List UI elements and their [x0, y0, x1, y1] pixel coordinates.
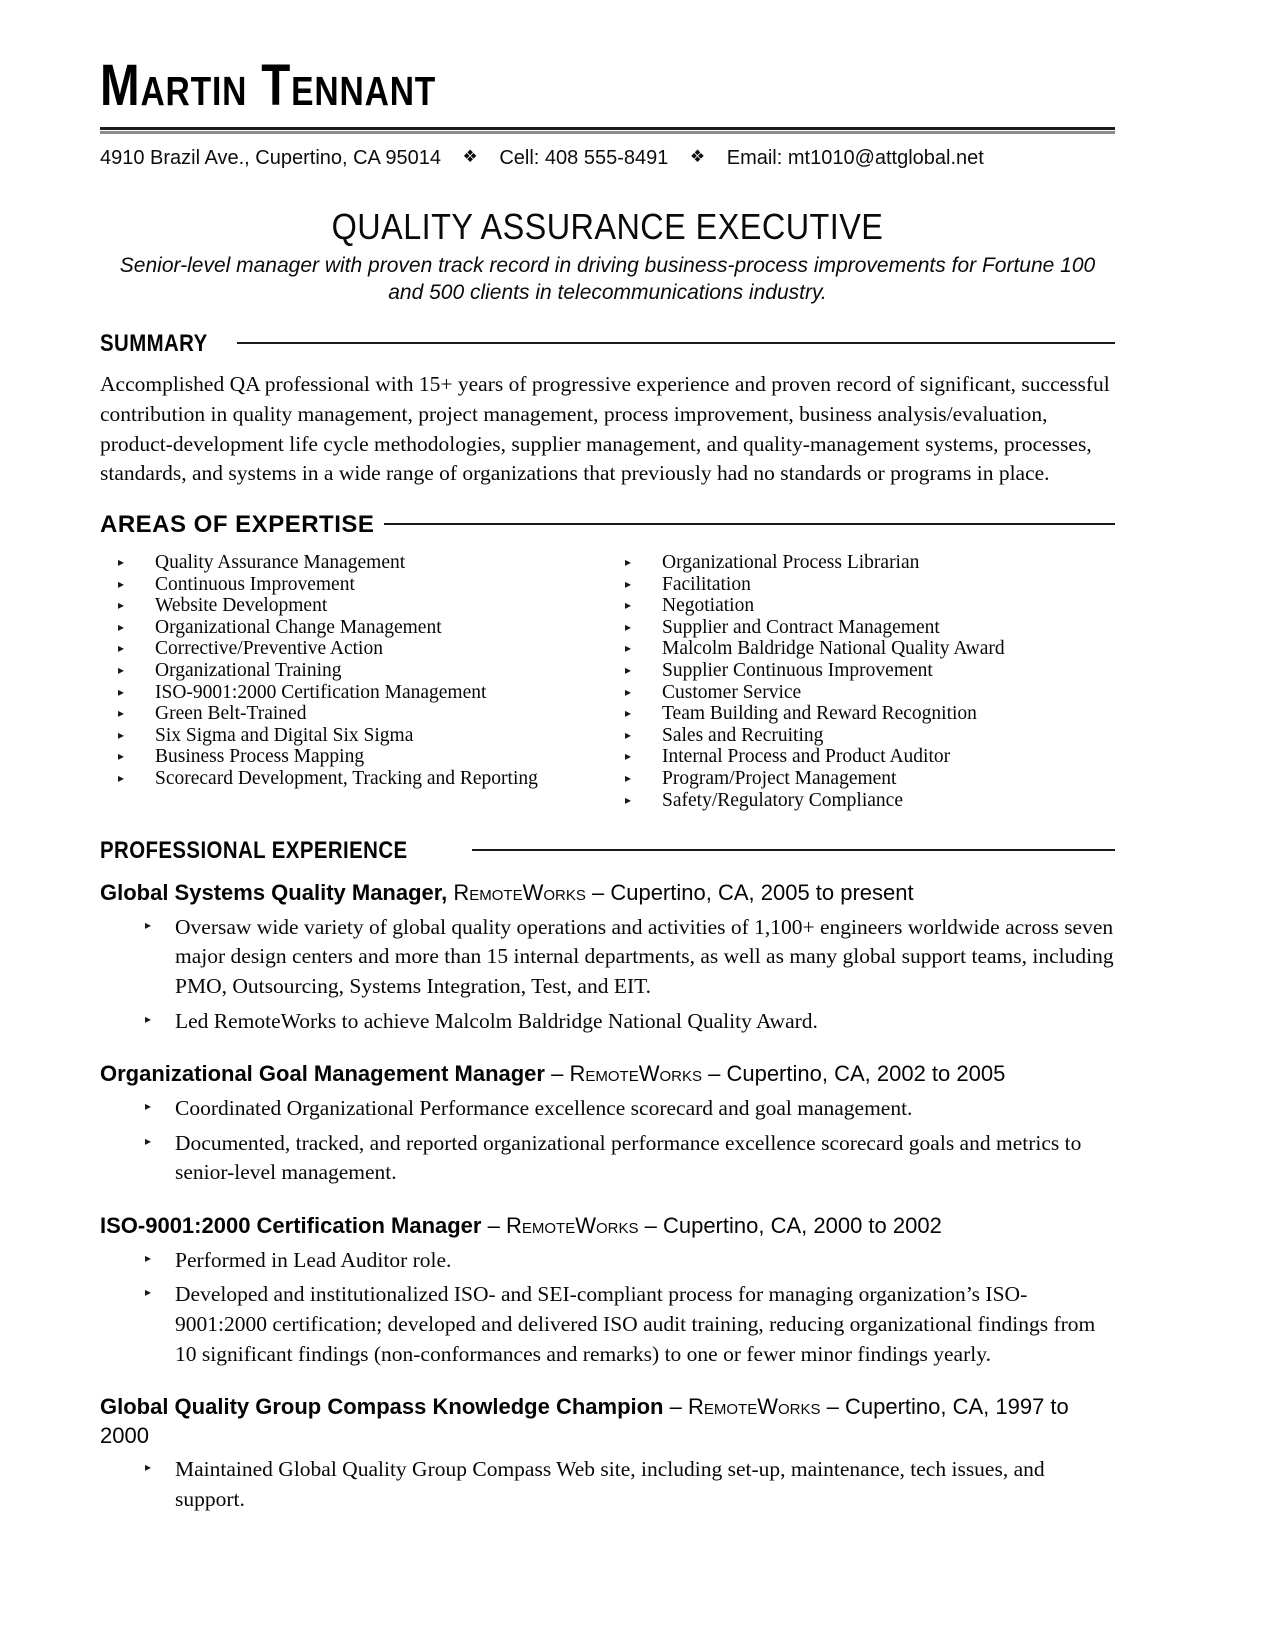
arrowhead-bullet-icon: ▸ — [118, 598, 125, 613]
list-item — [118, 638, 605, 660]
expertise-columns — [100, 552, 1115, 811]
company-name: RemoteWorks — [688, 1394, 821, 1420]
expertise-item-label: Team Building and Reward Recognition — [662, 703, 977, 725]
header-rule-shadow — [100, 131, 1115, 134]
expertise-item-label: Safety/Regulatory Compliance — [662, 789, 903, 811]
job-entry — [100, 1393, 1115, 1515]
arrowhead-bullet-icon: ▸ — [118, 641, 125, 656]
job-bullet-list — [100, 1455, 1115, 1514]
arrowhead-bullet-icon: ▸ — [118, 684, 125, 699]
section-rule — [472, 849, 1115, 851]
arrowhead-bullet-icon: ▸ — [118, 663, 125, 678]
job-dash: – — [669, 1394, 682, 1420]
job-entry — [100, 1060, 1115, 1188]
expertise-heading: AREAS OF EXPERTISE — [100, 511, 375, 539]
expertise-item-label: Customer Service — [662, 681, 802, 703]
job-title-line — [100, 1393, 1115, 1450]
expertise-item-label: Website Development — [155, 595, 328, 617]
arrowhead-bullet-icon: ▸ — [118, 771, 125, 786]
list-item — [118, 746, 605, 768]
expertise-item-label: Negotiation — [662, 595, 755, 617]
arrowhead-bullet-icon: ▸ — [145, 1250, 152, 1265]
job-bullet-text: Developed and institutionalized ISO- and SEI-compliant process for managing organization’s ISO-9001:2000 certification; developed and delivered ISO audit training, reducing organizational findings from 10 significant findings (non-conformances and remarks) to one or fewer minor findings yearly. — [175, 1282, 1096, 1366]
document-title: QUALITY ASSURANCE EXECUTIVE — [331, 205, 884, 247]
title-block — [100, 206, 1115, 307]
job-entry — [100, 1212, 1115, 1369]
job-entry — [100, 879, 1115, 1036]
job-bullet-text: Performed in Lead Auditor role. — [175, 1247, 452, 1272]
job-location-dates: – Cupertino, CA, 1997 to 2000 — [100, 1394, 1069, 1448]
expertise-item-label: Supplier and Contract Management — [662, 616, 940, 638]
expertise-left-column — [100, 552, 605, 811]
arrowhead-bullet-icon: ▸ — [625, 598, 632, 613]
arrowhead-bullet-icon: ▸ — [118, 576, 125, 591]
arrowhead-bullet-icon: ▸ — [625, 792, 632, 807]
job-bullet-list — [100, 1094, 1115, 1188]
arrowhead-bullet-icon: ▸ — [118, 749, 125, 764]
list-item — [100, 1007, 1115, 1037]
arrowhead-bullet-icon: ▸ — [625, 684, 632, 699]
arrowhead-bullet-icon: ▸ — [625, 641, 632, 656]
experience-heading: PROFESSIONAL EXPERIENCE — [100, 837, 408, 865]
expertise-item-label: Business Process Mapping — [155, 746, 365, 768]
expertise-right-column — [605, 552, 1115, 811]
expertise-item-label: Green Belt-Trained — [155, 703, 307, 725]
list-item — [118, 768, 605, 790]
job-bullet-text: Coordinated Organizational Performance excellence scorecard and goal management. — [175, 1096, 913, 1121]
arrowhead-bullet-icon: ▸ — [145, 917, 152, 932]
job-bullet-list — [100, 913, 1115, 1037]
summary-text: Accomplished QA professional with 15+ years of progressive experience and proven record of significant, successful contribution in quality management, project management, process improvement, business analysis/evaluation, product-development life cycle methodologies, supplier management, and quality-management systems, processes, standards, and systems in a wide range of organizations that previously had no standards or programs in place. — [100, 372, 1110, 486]
job-dash: – — [487, 1213, 500, 1239]
arrowhead-bullet-icon: ▸ — [625, 706, 632, 721]
job-bullet-text: Documented, tracked, and reported organizational performance excellence scorecard goals and metrics to senior-level management. — [175, 1130, 1082, 1185]
arrowhead-bullet-icon: ▸ — [625, 771, 632, 786]
summary-section-heading-row — [100, 330, 1115, 358]
expertise-item-label: Quality Assurance Management — [155, 552, 406, 574]
list-item — [625, 703, 1115, 725]
job-bullet-text: Oversaw wide variety of global quality operations and activities of 1,100+ engineers worldwide across seven major design centers and more than 15 internal departments, as well as many global support teams, including PMO, Outsourcing, Systems Integration, Test, and EIT. — [175, 914, 1114, 999]
header — [100, 53, 1115, 170]
list-item — [625, 682, 1115, 704]
list-item — [625, 790, 1115, 812]
document-subtitle: Senior-level manager with proven track record in driving business-process improvements for Fortune 100 and 500 clients in telecommunications industry. — [119, 253, 1096, 305]
expertise-item-label: Program/Project Management — [662, 768, 897, 790]
list-item — [118, 660, 605, 682]
expertise-item-label: Organizational Change Management — [155, 616, 442, 638]
job-location-dates: – Cupertino, CA, 2005 to present — [591, 880, 914, 906]
list-item — [118, 552, 605, 574]
arrowhead-bullet-icon: ▸ — [145, 1099, 152, 1114]
arrowhead-bullet-icon: ▸ — [625, 619, 632, 634]
arrowhead-bullet-icon: ▸ — [118, 727, 125, 742]
list-item — [625, 638, 1115, 660]
diamond-separator-icon: ❖ — [462, 146, 478, 166]
job-title: Global Systems Quality Manager, — [100, 880, 448, 906]
list-item — [118, 595, 605, 617]
job-title-line — [100, 879, 1115, 908]
experience-section-heading-row — [100, 837, 1115, 865]
list-item — [625, 660, 1115, 682]
arrowhead-bullet-icon: ▸ — [145, 1011, 152, 1026]
list-item — [118, 574, 605, 596]
company-name: RemoteWorks — [569, 1061, 702, 1087]
expertise-item-label: Scorecard Development, Tracking and Reporting — [155, 768, 538, 790]
list-item — [100, 1455, 1115, 1514]
job-title: ISO-9001:2000 Certification Manager — [100, 1213, 482, 1239]
expertise-item-label: Organizational Training — [155, 660, 342, 682]
summary-heading: SUMMARY — [100, 330, 208, 358]
expertise-section-heading-row — [100, 511, 1115, 539]
arrowhead-bullet-icon: ▸ — [118, 706, 125, 721]
list-item — [625, 574, 1115, 596]
job-bullet-text: Led RemoteWorks to achieve Malcolm Baldridge National Quality Award. — [175, 1008, 818, 1033]
list-item — [625, 552, 1115, 574]
arrowhead-bullet-icon: ▸ — [145, 1133, 152, 1148]
arrowhead-bullet-icon: ▸ — [625, 727, 632, 742]
job-title-line — [100, 1060, 1115, 1089]
diamond-separator-icon: ❖ — [689, 146, 706, 166]
list-item — [118, 725, 605, 747]
arrowhead-bullet-icon: ▸ — [118, 619, 125, 634]
list-item — [625, 725, 1115, 747]
list-item — [625, 746, 1115, 768]
expertise-item-label: Continuous Improvement — [155, 573, 355, 595]
contact-address: 4910 Brazil Ave., Cupertino, CA 95014 — [100, 146, 441, 169]
list-item — [118, 617, 605, 639]
list-item — [118, 703, 605, 725]
expertise-item-label: Internal Process and Product Auditor — [662, 746, 951, 768]
header-rule-dark — [100, 127, 1115, 130]
section-rule — [237, 342, 1115, 344]
list-item — [100, 1280, 1115, 1369]
contact-cell: Cell: 408 555-8491 — [499, 146, 669, 169]
expertise-item-label: Facilitation — [662, 573, 751, 595]
arrowhead-bullet-icon: ▸ — [625, 576, 632, 591]
list-item — [625, 595, 1115, 617]
list-item — [625, 768, 1115, 790]
job-bullet-text: Maintained Global Quality Group Compass Web site, including set-up, maintenance, tech issues, and support. — [175, 1457, 1045, 1512]
arrowhead-bullet-icon: ▸ — [625, 749, 632, 764]
job-bullet-list — [100, 1246, 1115, 1370]
arrowhead-bullet-icon: ▸ — [625, 663, 632, 678]
contact-line — [100, 147, 1115, 170]
expertise-item-label: Six Sigma and Digital Six Sigma — [155, 724, 414, 746]
list-item — [118, 682, 605, 704]
company-name: RemoteWorks — [453, 880, 586, 906]
section-rule — [384, 523, 1115, 525]
expertise-item-label: Malcolm Baldridge National Quality Award — [662, 638, 1005, 660]
page-title: Martin Tennant — [100, 53, 437, 118]
contact-email: Email: mt1010@attglobal.net — [726, 146, 984, 169]
list-item — [100, 1094, 1115, 1124]
arrowhead-bullet-icon: ▸ — [118, 555, 125, 570]
company-name: RemoteWorks — [505, 1213, 639, 1239]
list-item — [100, 913, 1115, 1002]
expertise-item-label: Corrective/Preventive Action — [155, 638, 383, 660]
expertise-item-label: Sales and Recruiting — [662, 724, 824, 746]
job-location-dates: – Cupertino, CA, 2002 to 2005 — [708, 1061, 1006, 1087]
job-title: Global Quality Group Compass Knowledge Champion — [100, 1394, 664, 1420]
list-item — [100, 1129, 1115, 1188]
expertise-item-label: Organizational Process Librarian — [662, 552, 920, 574]
expertise-item-label: ISO-9001:2000 Certification Management — [155, 681, 487, 703]
job-title-line — [100, 1212, 1115, 1241]
job-dash: – — [551, 1061, 564, 1087]
list-item — [625, 617, 1115, 639]
arrowhead-bullet-icon: ▸ — [145, 1460, 152, 1475]
job-location-dates: – Cupertino, CA, 2000 to 2002 — [644, 1213, 942, 1239]
arrowhead-bullet-icon: ▸ — [145, 1285, 152, 1300]
job-title: Organizational Goal Management Manager — [100, 1061, 545, 1087]
list-item — [100, 1246, 1115, 1276]
expertise-item-label: Supplier Continuous Improvement — [662, 660, 933, 682]
arrowhead-bullet-icon: ▸ — [625, 555, 632, 570]
